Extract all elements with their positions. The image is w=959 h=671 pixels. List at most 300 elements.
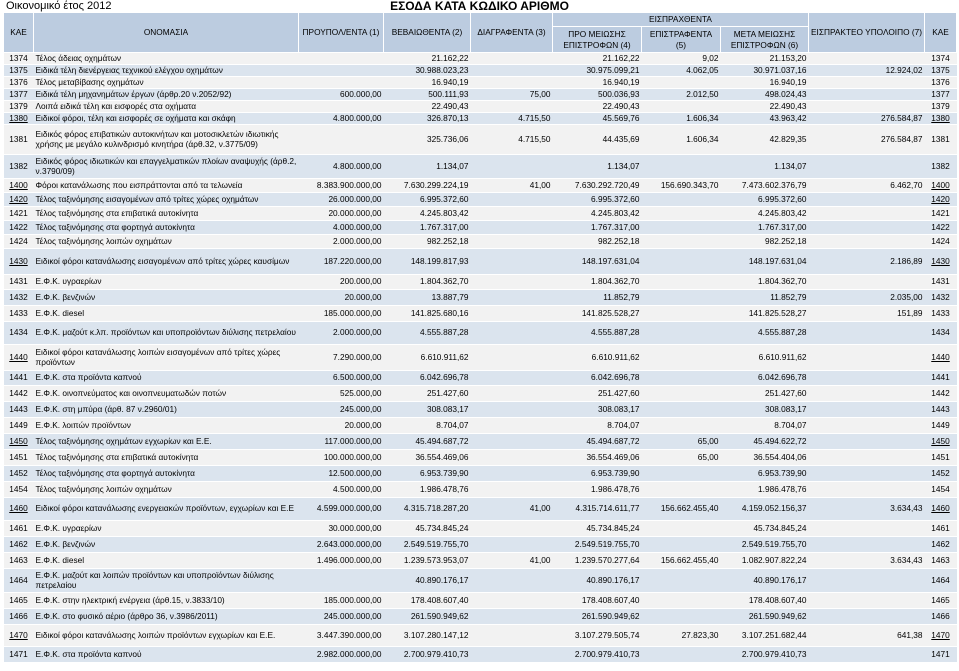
- cell-post-refund: 7.473.602.376,79: [721, 179, 809, 193]
- cell-name: Τέλος ταξινόμησης στα επιβατικά αυτοκίνητα: [34, 450, 299, 466]
- cell-pre-refund: 178.408.607,40: [553, 593, 642, 609]
- cell-refunded: [642, 322, 721, 345]
- cell-pre-refund: 261.590.949,62: [553, 609, 642, 625]
- cell-budget: 4.599.000.000,00: [299, 498, 384, 521]
- cell-pre-refund: 8.704,07: [553, 418, 642, 434]
- cell-post-refund: 6.995.372,60: [721, 193, 809, 207]
- cell-deleted: [471, 275, 553, 290]
- cell-refunded: [642, 77, 721, 89]
- cell-certified: 982.252,18: [384, 235, 471, 249]
- cell-deleted: 4.715,50: [471, 125, 553, 155]
- header-balance: ΕΙΣΠΡΑΚΤΕΟ ΥΠΟΛΟΙΠΟ (7): [809, 13, 925, 53]
- cell-kae: 1470: [4, 625, 34, 647]
- cell-pre-refund: 4.245.803,42: [553, 207, 642, 221]
- cell-deleted: [471, 402, 553, 418]
- cell-deleted: 75,00: [471, 89, 553, 101]
- cell-refunded: 1.606,34: [642, 125, 721, 155]
- cell-certified: 4.245.803,42: [384, 207, 471, 221]
- cell-name: Τέλος άδειας οχημάτων: [34, 53, 299, 65]
- cell-budget: 30.000.000,00: [299, 521, 384, 537]
- cell-budget: 20.000.000,00: [299, 207, 384, 221]
- cell-kae-right: 1421: [925, 207, 957, 221]
- cell-deleted: 4.715,50: [471, 113, 553, 125]
- cell-certified: 7.630.299.224,19: [384, 179, 471, 193]
- cell-certified: 178.408.607,40: [384, 593, 471, 609]
- cell-pre-refund: 2.700.979.410,73: [553, 647, 642, 663]
- cell-name: Τέλος ταξινόμησης λοιπών οχημάτων: [34, 235, 299, 249]
- cell-certified: 1.986.478,76: [384, 482, 471, 498]
- cell-deleted: [471, 386, 553, 402]
- cell-kae-right: 1452: [925, 466, 957, 482]
- cell-post-refund: 1.767.317,00: [721, 221, 809, 235]
- cell-kae: 1462: [4, 537, 34, 553]
- cell-balance: [809, 434, 925, 450]
- header-kae: ΚΑΕ: [4, 13, 34, 53]
- cell-certified: 2.549.519.755,70: [384, 537, 471, 553]
- cell-name: Ειδικοί φόροι, τέλη και εισφορές σε οχήματα και σκάφη: [34, 113, 299, 125]
- cell-balance: [809, 466, 925, 482]
- cell-balance: [809, 418, 925, 434]
- cell-certified: 4.315.718.287,20: [384, 498, 471, 521]
- cell-deleted: [471, 625, 553, 647]
- cell-deleted: [471, 466, 553, 482]
- cell-deleted: [471, 569, 553, 593]
- cell-certified: 141.825.680,16: [384, 306, 471, 322]
- cell-certified: 45.734.845,24: [384, 521, 471, 537]
- cell-post-refund: 6.610.911,62: [721, 345, 809, 371]
- table-row: [4, 434, 957, 450]
- cell-balance: [809, 155, 925, 179]
- cell-kae: 1382: [4, 155, 34, 179]
- cell-pre-refund: 6.995.372,60: [553, 193, 642, 207]
- cell-refunded: [642, 609, 721, 625]
- cell-balance: [809, 537, 925, 553]
- cell-deleted: [471, 221, 553, 235]
- cell-refunded: [642, 593, 721, 609]
- table-row: [4, 418, 957, 434]
- cell-refunded: [642, 466, 721, 482]
- cell-balance: [809, 593, 925, 609]
- cell-refunded: [642, 235, 721, 249]
- cell-kae-right: 1460: [925, 498, 957, 521]
- cell-balance: [809, 609, 925, 625]
- cell-post-refund: 45.494.622,72: [721, 434, 809, 450]
- cell-kae-right: 1443: [925, 402, 957, 418]
- cell-budget: [299, 125, 384, 155]
- cell-budget: 245.000,00: [299, 402, 384, 418]
- cell-certified: 1.134,07: [384, 155, 471, 179]
- cell-kae: 1376: [4, 77, 34, 89]
- cell-budget: 4.800.000,00: [299, 155, 384, 179]
- cell-kae-right: 1420: [925, 193, 957, 207]
- table-row: [4, 345, 957, 371]
- cell-refunded: [642, 521, 721, 537]
- cell-balance: [809, 482, 925, 498]
- cell-post-refund: 178.408.607,40: [721, 593, 809, 609]
- table-row: [4, 402, 957, 418]
- cell-balance: [809, 101, 925, 113]
- cell-post-refund: 22.490,43: [721, 101, 809, 113]
- table-row: [4, 306, 957, 322]
- cell-balance: [809, 345, 925, 371]
- cell-certified: 30.988.023,23: [384, 65, 471, 77]
- cell-balance: 2.186,89: [809, 249, 925, 275]
- cell-name: Ε.Φ.Κ. βενζινών: [34, 537, 299, 553]
- cell-balance: [809, 207, 925, 221]
- cell-refunded: [642, 306, 721, 322]
- cell-kae-right: 1463: [925, 553, 957, 569]
- cell-refunded: [642, 290, 721, 306]
- cell-budget: 117.000.000,00: [299, 434, 384, 450]
- cell-pre-refund: 500.036,93: [553, 89, 642, 101]
- cell-certified: 6.610.911,62: [384, 345, 471, 371]
- cell-name: Τέλος ταξινόμησης εισαγομένων από τρίτες χώρες οχημάτων: [34, 193, 299, 207]
- cell-name: Τέλος ταξινόμησης στα επιβατικά αυτοκίνητα: [34, 207, 299, 221]
- cell-budget: 7.290.000,00: [299, 345, 384, 371]
- cell-name: Ειδικοί φόροι κατανάλωσης εισαγομένων από τρίτες χώρες καυσίμων: [34, 249, 299, 275]
- cell-kae-right: 1432: [925, 290, 957, 306]
- cell-certified: 16.940,19: [384, 77, 471, 89]
- cell-name: Ε.Φ.Κ. στο φυσικό αέριο (άρθρο 36, ν.3986/2011): [34, 609, 299, 625]
- cell-deleted: [471, 322, 553, 345]
- cell-post-refund: 2.700.979.410,73: [721, 647, 809, 663]
- cell-budget: 525.000,00: [299, 386, 384, 402]
- cell-deleted: [471, 101, 553, 113]
- cell-budget: 26.000.000,00: [299, 193, 384, 207]
- cell-certified: 4.555.887,28: [384, 322, 471, 345]
- cell-budget: 20.000,00: [299, 418, 384, 434]
- cell-budget: 8.383.900.000,00: [299, 179, 384, 193]
- cell-budget: 4.500.000,00: [299, 482, 384, 498]
- cell-kae-right: 1380: [925, 113, 957, 125]
- cell-refunded: 156.662.455,40: [642, 553, 721, 569]
- cell-kae-right: 1449: [925, 418, 957, 434]
- cell-balance: [809, 89, 925, 101]
- cell-deleted: [471, 290, 553, 306]
- cell-certified: 6.042.696,78: [384, 371, 471, 386]
- cell-balance: [809, 402, 925, 418]
- cell-post-refund: 4.555.887,28: [721, 322, 809, 345]
- cell-name: Ε.Φ.Κ. στα προϊόντα καπνού: [34, 371, 299, 386]
- cell-certified: 13.887,79: [384, 290, 471, 306]
- cell-kae-right: 1471: [925, 647, 957, 663]
- cell-post-refund: 30.971.037,16: [721, 65, 809, 77]
- cell-refunded: [642, 418, 721, 434]
- cell-post-refund: 36.554.404,06: [721, 450, 809, 466]
- cell-kae: 1420: [4, 193, 34, 207]
- cell-budget: 187.220.000,00: [299, 249, 384, 275]
- cell-pre-refund: 11.852,79: [553, 290, 642, 306]
- cell-pre-refund: 7.630.292.720,49: [553, 179, 642, 193]
- cell-pre-refund: 45.734.845,24: [553, 521, 642, 537]
- cell-kae: 1377: [4, 89, 34, 101]
- cell-kae-right: 1462: [925, 537, 957, 553]
- cell-name: Τέλος ταξινόμησης λοιπών οχημάτων: [34, 482, 299, 498]
- cell-budget: 100.000.000,00: [299, 450, 384, 466]
- cell-deleted: [471, 482, 553, 498]
- cell-post-refund: 11.852,79: [721, 290, 809, 306]
- cell-refunded: 9,02: [642, 53, 721, 65]
- cell-certified: 1.239.573.953,07: [384, 553, 471, 569]
- cell-post-refund: 141.825.528,27: [721, 306, 809, 322]
- cell-post-refund: 498.024,43: [721, 89, 809, 101]
- cell-budget: [299, 65, 384, 77]
- cell-deleted: [471, 249, 553, 275]
- cell-kae-right: 1464: [925, 569, 957, 593]
- cell-name: Τέλος μεταβίβασης οχημάτων: [34, 77, 299, 89]
- cell-deleted: [471, 193, 553, 207]
- cell-budget: 12.500.000,00: [299, 466, 384, 482]
- table-row: [4, 101, 957, 113]
- cell-certified: 326.870,13: [384, 113, 471, 125]
- cell-kae: 1442: [4, 386, 34, 402]
- cell-deleted: [471, 77, 553, 89]
- cell-post-refund: 4.159.052.156,37: [721, 498, 809, 521]
- cell-post-refund: 6.042.696,78: [721, 371, 809, 386]
- cell-kae-right: 1381: [925, 125, 957, 155]
- header-budget: ΠΡΟΥΠΟΛ/ΕΝΤΑ (1): [299, 13, 384, 53]
- cell-post-refund: 982.252,18: [721, 235, 809, 249]
- cell-budget: 2.643.000.000,00: [299, 537, 384, 553]
- cell-kae: 1460: [4, 498, 34, 521]
- cell-name: Ειδικοί φόροι κατανάλωσης λοιπών εισαγομένων από τρίτες χώρες προϊόντων: [34, 345, 299, 371]
- cell-budget: 2.000.000,00: [299, 322, 384, 345]
- cell-balance: [809, 275, 925, 290]
- cell-deleted: [471, 306, 553, 322]
- cell-kae: 1381: [4, 125, 34, 155]
- table-row: [4, 521, 957, 537]
- table-row: [4, 537, 957, 553]
- cell-kae: 1374: [4, 53, 34, 65]
- cell-kae-right: 1377: [925, 89, 957, 101]
- cell-refunded: [642, 569, 721, 593]
- cell-kae-right: 1454: [925, 482, 957, 498]
- cell-refunded: 65,00: [642, 450, 721, 466]
- cell-balance: [809, 371, 925, 386]
- cell-name: Ε.Φ.Κ. μαζούτ κ.λπ. προϊόντων και υποπροϊόντων διύλισης πετρελαίου: [34, 322, 299, 345]
- cell-refunded: 1.606,34: [642, 113, 721, 125]
- cell-certified: 22.490,43: [384, 101, 471, 113]
- cell-post-refund: 16.940,19: [721, 77, 809, 89]
- cell-name: Τέλος ταξινόμησης στα φορτηγά αυτοκίνητα: [34, 466, 299, 482]
- cell-kae: 1441: [4, 371, 34, 386]
- cell-refunded: [642, 193, 721, 207]
- cell-deleted: [471, 521, 553, 537]
- cell-balance: [809, 647, 925, 663]
- table-row: [4, 625, 957, 647]
- cell-kae-right: 1375: [925, 65, 957, 77]
- cell-kae: 1440: [4, 345, 34, 371]
- cell-deleted: [471, 450, 553, 466]
- cell-balance: [809, 221, 925, 235]
- table-row: [4, 386, 957, 402]
- table-row: [4, 647, 957, 663]
- page-title: ΕΣΟΔΑ ΚΑΤΑ ΚΩΔΙΚΟ ΑΡΙΘΜΟ: [390, 0, 569, 13]
- cell-budget: 2.982.000.000,00: [299, 647, 384, 663]
- table-row: [4, 221, 957, 235]
- cell-kae-right: 1424: [925, 235, 957, 249]
- cell-kae: 1471: [4, 647, 34, 663]
- cell-balance: 3.634,43: [809, 498, 925, 521]
- cell-deleted: [471, 155, 553, 179]
- cell-pre-refund: 1.134,07: [553, 155, 642, 179]
- fiscal-year-label: Οικονομικό έτος 2012: [6, 0, 112, 12]
- cell-balance: [809, 521, 925, 537]
- cell-kae: 1449: [4, 418, 34, 434]
- revenue-table: [3, 12, 957, 663]
- cell-post-refund: 1.134,07: [721, 155, 809, 179]
- cell-certified: 2.700.979.410,73: [384, 647, 471, 663]
- cell-post-refund: 40.890.176,17: [721, 569, 809, 593]
- cell-deleted: [471, 609, 553, 625]
- cell-kae: 1431: [4, 275, 34, 290]
- cell-post-refund: 261.590.949,62: [721, 609, 809, 625]
- cell-kae: 1465: [4, 593, 34, 609]
- cell-kae: 1443: [4, 402, 34, 418]
- table-row: [4, 450, 957, 466]
- cell-balance: [809, 450, 925, 466]
- cell-budget: 2.000.000,00: [299, 235, 384, 249]
- cell-balance: 151,89: [809, 306, 925, 322]
- cell-kae: 1463: [4, 553, 34, 569]
- table-row: [4, 482, 957, 498]
- cell-pre-refund: 1.986.478,76: [553, 482, 642, 498]
- cell-certified: 45.494.687,72: [384, 434, 471, 450]
- cell-certified: 40.890.176,17: [384, 569, 471, 593]
- cell-kae: 1452: [4, 466, 34, 482]
- cell-name: Ειδικοί φόροι κατανάλωσης ενεργειακών προϊόντων, εγχωρίων και Ε.Ε: [34, 498, 299, 521]
- cell-refunded: 65,00: [642, 434, 721, 450]
- cell-name: Λοιπά ειδικά τέλη και εισφορές στα οχήματα: [34, 101, 299, 113]
- cell-name: Ειδικά τέλη μηχανημάτων έργων (άρθρ.20 ν.2052/92): [34, 89, 299, 101]
- cell-refunded: [642, 275, 721, 290]
- cell-kae-right: 1379: [925, 101, 957, 113]
- cell-post-refund: 1.082.907.822,24: [721, 553, 809, 569]
- cell-kae: 1454: [4, 482, 34, 498]
- cell-kae: 1430: [4, 249, 34, 275]
- cell-pre-refund: 308.083,17: [553, 402, 642, 418]
- cell-refunded: [642, 207, 721, 221]
- cell-name: Ειδικός φόρος επιβατικών αυτοκινήτων και μοτοσικλετών ιδιωτικής χρήσης με μεγάλο κυλινδρισμό κινητήρα (άρθ.32, ν.3775/09): [34, 125, 299, 155]
- cell-deleted: [471, 207, 553, 221]
- cell-kae-right: 1451: [925, 450, 957, 466]
- cell-pre-refund: 36.554.469,06: [553, 450, 642, 466]
- cell-balance: 6.462,70: [809, 179, 925, 193]
- cell-kae-right: 1465: [925, 593, 957, 609]
- cell-name: Ε.Φ.Κ. μαζούτ και λοιπών προϊόντων και υποπροϊόντων διύλισης πετρελαίου: [34, 569, 299, 593]
- cell-kae-right: 1433: [925, 306, 957, 322]
- table-row: [4, 77, 957, 89]
- cell-budget: [299, 77, 384, 89]
- cell-certified: 1.767.317,00: [384, 221, 471, 235]
- cell-kae-right: 1430: [925, 249, 957, 275]
- table-row: [4, 249, 957, 275]
- cell-certified: 148.199.817,93: [384, 249, 471, 275]
- cell-balance: 641,38: [809, 625, 925, 647]
- cell-refunded: 4.062,05: [642, 65, 721, 77]
- table-row: [4, 609, 957, 625]
- cell-name: Ε.Φ.Κ. diesel: [34, 553, 299, 569]
- cell-kae-right: 1441: [925, 371, 957, 386]
- table-header: [4, 13, 957, 53]
- cell-name: Ε.Φ.Κ. στα προϊόντα καπνού: [34, 647, 299, 663]
- cell-name: Ειδικός φόρος ιδιωτικών και επαγγελματικών πλοίων αναψυχής (άρθ.2, ν.3790/09): [34, 155, 299, 179]
- cell-certified: 251.427,60: [384, 386, 471, 402]
- cell-name: Ε.Φ.Κ. λοιπών προϊόντων: [34, 418, 299, 434]
- cell-deleted: [471, 418, 553, 434]
- cell-balance: [809, 77, 925, 89]
- header-pre-refund: ΠΡΟ ΜΕΙΩΣΗΣ ΕΠΙΣΤΡΟΦΩΝ (4): [553, 27, 642, 53]
- cell-deleted: [471, 235, 553, 249]
- header-deleted: ΔΙΑΓΡΑΦΕΝΤΑ (3): [471, 13, 553, 53]
- cell-kae: 1433: [4, 306, 34, 322]
- cell-post-refund: 42.829,35: [721, 125, 809, 155]
- cell-deleted: [471, 65, 553, 77]
- table-row: [4, 569, 957, 593]
- cell-kae: 1461: [4, 521, 34, 537]
- cell-post-refund: 6.953.739,90: [721, 466, 809, 482]
- header-collected-group: ΕΙΣΠΡΑΧΘΕΝΤΑ: [553, 13, 809, 27]
- cell-budget: 20.000,00: [299, 290, 384, 306]
- table-row: [4, 125, 957, 155]
- cell-name: Ειδικοί φόροι κατανάλωσης λοιπών προϊόντων εγχωρίων και Ε.Ε.: [34, 625, 299, 647]
- cell-pre-refund: 1.239.570.277,64: [553, 553, 642, 569]
- cell-kae: 1434: [4, 322, 34, 345]
- table-row: [4, 498, 957, 521]
- cell-kae: 1466: [4, 609, 34, 625]
- cell-kae-right: 1376: [925, 77, 957, 89]
- cell-deleted: [471, 345, 553, 371]
- cell-deleted: [471, 434, 553, 450]
- cell-refunded: [642, 386, 721, 402]
- cell-deleted: [471, 53, 553, 65]
- cell-budget: 245.000.000,00: [299, 609, 384, 625]
- cell-balance: 2.035,00: [809, 290, 925, 306]
- cell-pre-refund: 1.804.362,70: [553, 275, 642, 290]
- cell-post-refund: 308.083,17: [721, 402, 809, 418]
- cell-kae-right: 1442: [925, 386, 957, 402]
- table-row: [4, 275, 957, 290]
- cell-deleted: 41,00: [471, 179, 553, 193]
- cell-kae: 1464: [4, 569, 34, 593]
- header-kae-right: ΚΑΕ: [925, 13, 957, 53]
- cell-certified: 325.736,06: [384, 125, 471, 155]
- cell-refunded: [642, 155, 721, 179]
- cell-name: Ε.Φ.Κ. στη μπύρα (άρθ. 87 ν.2960/01): [34, 402, 299, 418]
- cell-kae-right: 1440: [925, 345, 957, 371]
- table-row: [4, 466, 957, 482]
- cell-pre-refund: 4.555.887,28: [553, 322, 642, 345]
- cell-name: Ε.Φ.Κ. στην ηλεκτρική ενέργεια (άρθ.15, ν.3833/10): [34, 593, 299, 609]
- table-row: [4, 89, 957, 101]
- cell-pre-refund: 45.494.687,72: [553, 434, 642, 450]
- cell-pre-refund: 3.107.279.505,74: [553, 625, 642, 647]
- cell-kae-right: 1431: [925, 275, 957, 290]
- cell-balance: [809, 53, 925, 65]
- cell-refunded: [642, 647, 721, 663]
- cell-name: Τέλος ταξινόμησης στα φορτηγά αυτοκίνητα: [34, 221, 299, 235]
- cell-pre-refund: 4.315.714.611,77: [553, 498, 642, 521]
- cell-post-refund: 43.963,42: [721, 113, 809, 125]
- cell-pre-refund: 22.490,43: [553, 101, 642, 113]
- cell-certified: 261.590.949,62: [384, 609, 471, 625]
- cell-refunded: 156.662.455,40: [642, 498, 721, 521]
- cell-name: Φόροι κατανάλωσης που εισπράττονται από τα τελωνεία: [34, 179, 299, 193]
- cell-pre-refund: 251.427,60: [553, 386, 642, 402]
- cell-kae: 1432: [4, 290, 34, 306]
- cell-balance: 276.584,87: [809, 113, 925, 125]
- cell-kae-right: 1461: [925, 521, 957, 537]
